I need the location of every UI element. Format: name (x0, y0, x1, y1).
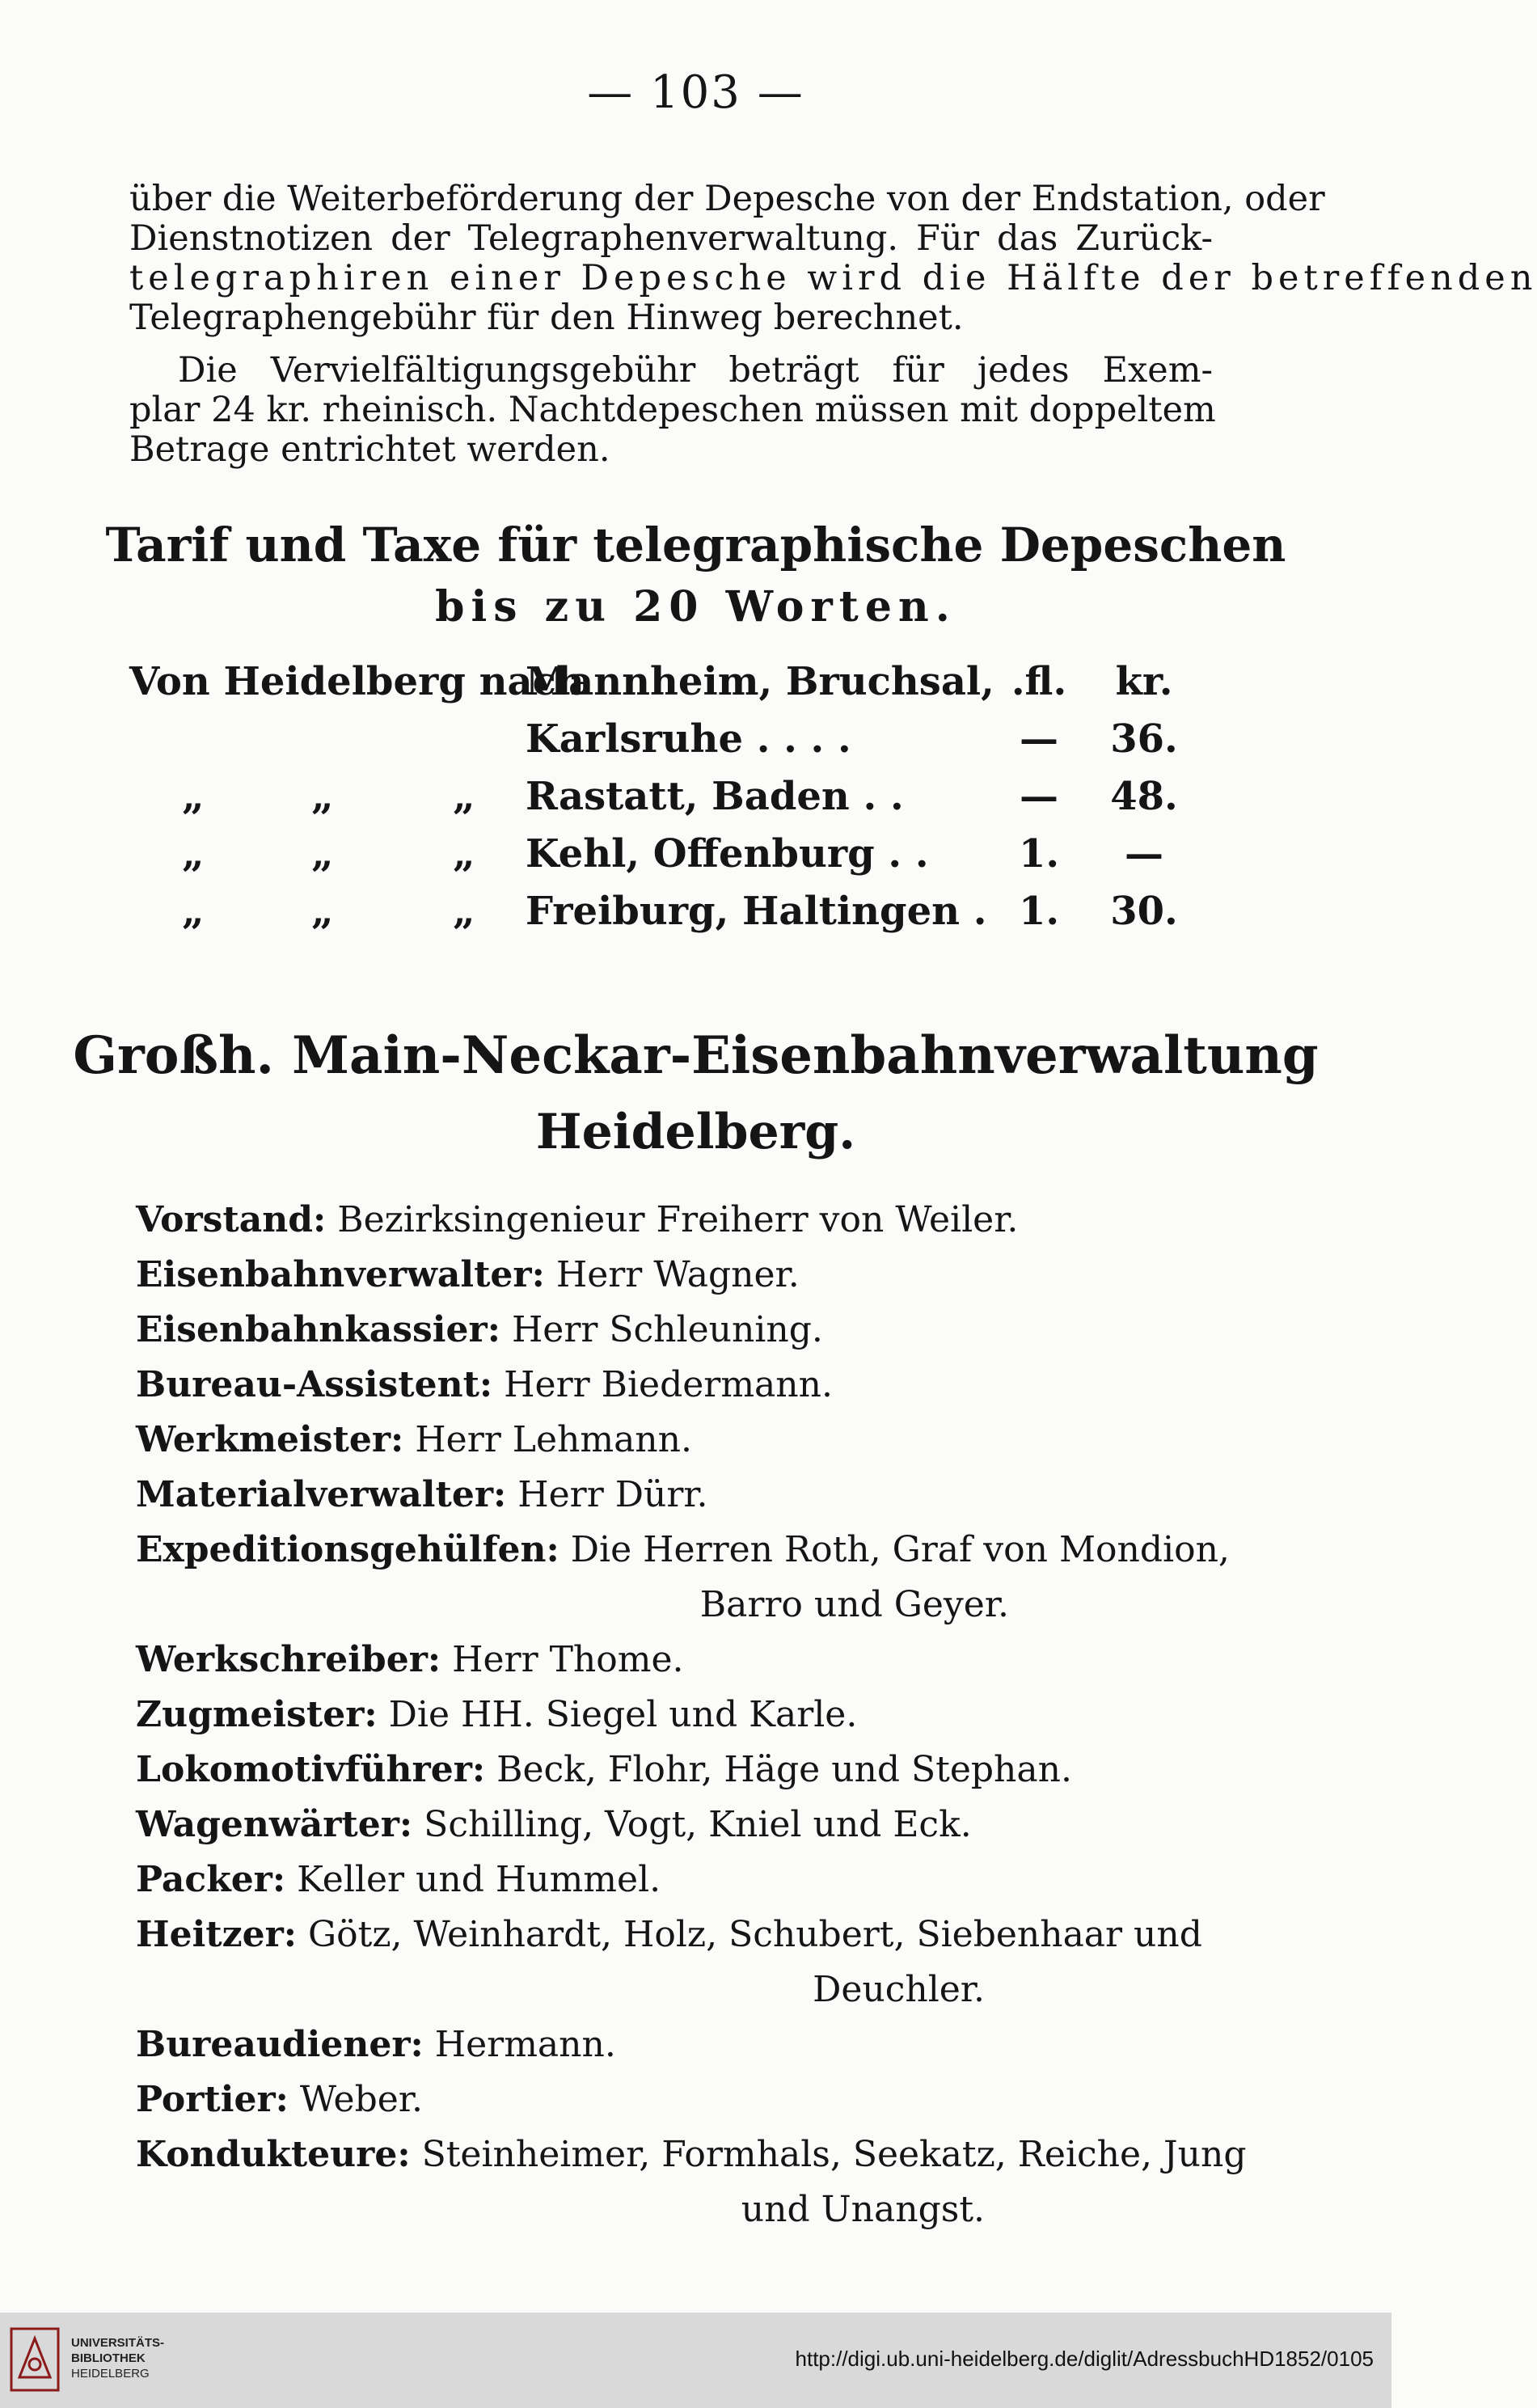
staff-entry-continuation (136, 1969, 1219, 2024)
text-line: Die Vervielfältigungsgebühr beträgt für jedes Exem- (178, 350, 1213, 391)
destination: Karlsruhe . . . . (526, 716, 851, 762)
price-kr: 48. (1110, 774, 1178, 819)
staff-names: Keller und Hummel. (297, 1859, 661, 1900)
staff-role: Kondukteure: (136, 2134, 411, 2175)
ditto-mark: „ (311, 831, 334, 877)
text-line: Dienstnotizen der Telegraphenverwaltung. Für das Zurück- (129, 218, 1213, 259)
staff-names: Herr Wagner. (555, 1254, 800, 1295)
staff-entry (136, 1364, 1219, 1419)
destination: Kehl, Offenburg . . (526, 831, 929, 877)
staff-names: Herr Schleuning. (511, 1309, 823, 1350)
staff-names: Weber. (299, 2079, 423, 2120)
price-kr: 30. (1110, 889, 1178, 934)
staff-names: Herr Thome. (452, 1639, 684, 1680)
staff-role: Lokomotivführer: (136, 1749, 486, 1790)
staff-names: Deuchler. (813, 1969, 985, 2010)
tarif-title: Tarif und Taxe für telegraphische Depeschen (105, 518, 1286, 572)
text-line: plar 24 kr. rheinisch. Nachtdepeschen müssen mit doppeltem (129, 390, 1216, 430)
page-number: — 103 — (587, 66, 804, 119)
section-title: Großh. Main-Neckar-Eisenbahnverwaltung (73, 1025, 1319, 1086)
staff-role: Vorstand: (136, 1199, 327, 1240)
staff-names: Beck, Flohr, Häge und Stephan. (496, 1749, 1072, 1790)
price-fl: — (1020, 774, 1058, 819)
destination: Freiburg, Haltingen . (526, 889, 987, 934)
ditto-mark: „ (311, 774, 334, 819)
staff-entry (136, 1914, 1219, 1969)
staff-role: Packer: (136, 1859, 286, 1900)
ditto-mark: „ (453, 831, 475, 877)
text-line: über die Weiterbeförderung der Depesche von der Endstation, oder (129, 179, 1325, 219)
tarif-row (129, 831, 1189, 889)
staff-names: Götz, Weinhardt, Holz, Schubert, Siebenhaar und (308, 1914, 1202, 1955)
staff-entry (136, 1804, 1219, 1859)
staff-role: Wagenwärter: (136, 1804, 413, 1845)
staff-entry (136, 2079, 1219, 2134)
staff-names: Herr Biedermann. (504, 1364, 833, 1405)
staff-names: Hermann. (434, 2024, 616, 2065)
staff-names: Barro und Geyer. (699, 1584, 1009, 1625)
library-seal-icon (10, 2327, 60, 2392)
price-fl: 1. (1018, 831, 1060, 877)
staff-entry (136, 1474, 1219, 1529)
tarif-row (129, 659, 1189, 716)
ditto-mark: „ (453, 889, 475, 934)
staff-entry (136, 1694, 1219, 1749)
staff-role: Werkmeister: (136, 1419, 404, 1460)
staff-names: Herr Dürr. (517, 1474, 708, 1515)
staff-entry (136, 2134, 1247, 2189)
tarif-table (129, 659, 1189, 946)
staff-entry (136, 1309, 1219, 1364)
staff-role: Eisenbahnverwalter: (136, 1254, 545, 1295)
intro-paragraph-1 (129, 179, 1537, 338)
section-subtitle: Heidelberg. (535, 1104, 856, 1160)
staff-entry (136, 1419, 1219, 1474)
intro-paragraph-2 (129, 350, 1216, 470)
library-name-line: HEIDELBERG (71, 2367, 150, 2381)
column-header-fl: .fl. (1011, 659, 1067, 704)
staff-entry (136, 1529, 1230, 1584)
library-name-line: UNIVERSITÄTS- (71, 2336, 165, 2350)
library-name (71, 2335, 164, 2381)
price-kr: 36. (1110, 716, 1178, 762)
destination: Rastatt, Baden . . (526, 774, 904, 819)
staff-entry-continuation (136, 2189, 1219, 2244)
ditto-mark: „ (453, 774, 475, 819)
footer-bar (0, 2313, 1391, 2408)
tarif-subtitle: bis zu 20 Worten. (435, 582, 956, 632)
staff-entry (136, 1254, 1219, 1309)
staff-role: Heitzer: (136, 1914, 298, 1955)
staff-names: Herr Lehmann. (415, 1419, 692, 1460)
price-fl: — (1020, 716, 1058, 762)
staff-entry (136, 2024, 1219, 2079)
staff-list (136, 1199, 1247, 2244)
price-fl: 1. (1018, 889, 1060, 934)
tarif-row (129, 716, 1189, 774)
source-url-link[interactable]: http://digi.ub.uni-heidelberg.de/diglit/AdressbuchHD1852/0105 (795, 2347, 1374, 2371)
staff-role: Bureaudiener: (136, 2024, 424, 2065)
staff-names: Schilling, Vogt, Kniel und Eck. (424, 1804, 972, 1845)
tarif-row (129, 774, 1189, 831)
staff-names: Die HH. Siegel und Karle. (388, 1694, 858, 1735)
destination: Mannheim, Bruchsal, (526, 659, 994, 704)
from-label: Von Heidelberg nach (129, 659, 585, 704)
staff-names: und Unangst. (741, 2189, 985, 2230)
ditto-mark: „ (182, 889, 205, 934)
ditto-mark: „ (182, 774, 205, 819)
staff-entry (136, 1859, 1219, 1914)
ditto-mark: „ (182, 831, 205, 877)
library-name-line: BIBLIOTHEK (71, 2351, 146, 2365)
text-line: telegraphiren einer Depesche wird die Hälfte der betreffenden (129, 258, 1537, 298)
staff-entry (136, 1199, 1219, 1254)
staff-role: Materialverwalter: (136, 1474, 507, 1515)
staff-entry (136, 1639, 1219, 1694)
staff-role: Eisenbahnkassier: (136, 1309, 500, 1350)
staff-role: Expeditionsgehülfen: (136, 1529, 559, 1570)
staff-names: Steinheimer, Formhals, Seekatz, Reiche, Jung (421, 2134, 1247, 2175)
staff-names: Die Herren Roth, Graf von Mondion, (570, 1529, 1230, 1570)
staff-role: Werkschreiber: (136, 1639, 441, 1680)
staff-entry-continuation (136, 1584, 1219, 1639)
staff-role: Zugmeister: (136, 1694, 378, 1735)
staff-entry (136, 1749, 1219, 1804)
text-line: Telegraphengebühr für den Hinweg berechnet. (129, 298, 964, 338)
staff-role: Bureau-Assistent: (136, 1364, 493, 1405)
price-kr: — (1125, 831, 1163, 877)
column-header-kr: kr. (1115, 659, 1173, 704)
staff-role: Portier: (136, 2079, 289, 2120)
staff-names: Bezirksingenieur Freiherr von Weiler. (337, 1199, 1019, 1240)
ditto-mark: „ (311, 889, 334, 934)
text-line: Betrage entrichtet werden. (129, 429, 610, 470)
tarif-row (129, 889, 1189, 946)
